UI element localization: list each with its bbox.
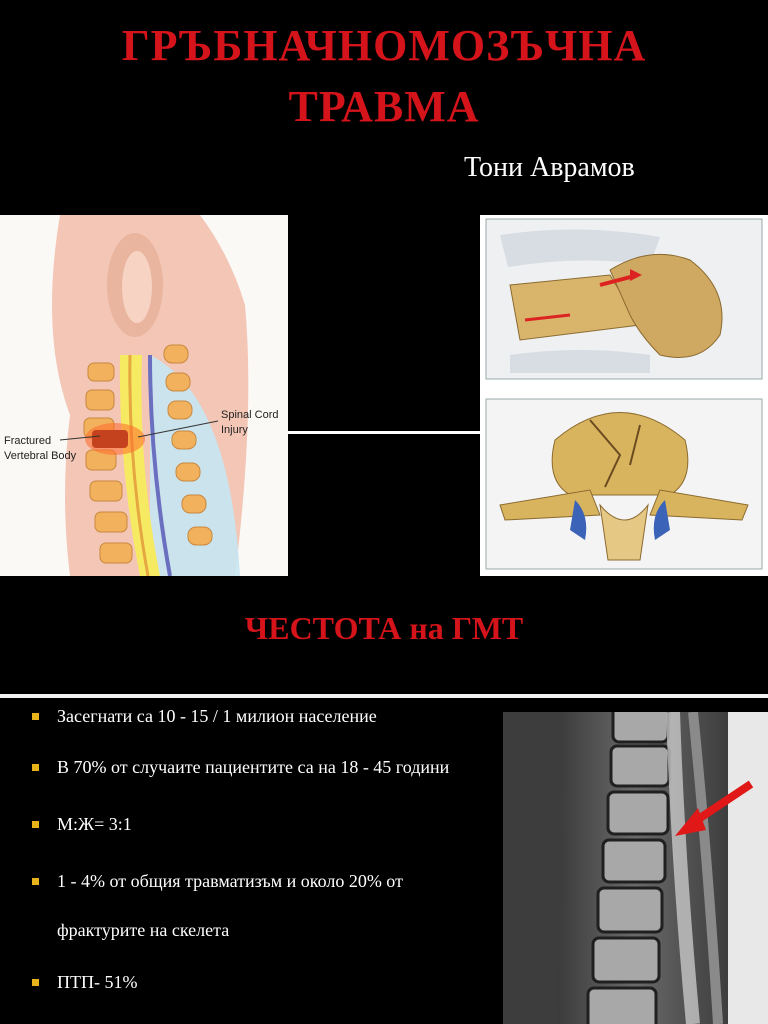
section-title: ЧЕСТОТА на ГМТ [244, 610, 524, 646]
title-line-2: ТРАВМА [288, 82, 480, 131]
title-line-1: ГРЪБНАЧНОМОЗЪЧНА [121, 21, 647, 70]
bullet-marker [32, 878, 39, 885]
bullet-marker [32, 713, 39, 720]
mri-spine-image [503, 712, 768, 1024]
cervical-spine-illustration [0, 215, 288, 576]
bullet-marker [32, 821, 39, 828]
label-injury: Injury [221, 424, 248, 436]
bullet-marker [32, 979, 39, 986]
author-name: Тони Аврамов [464, 152, 635, 183]
connector-line [288, 431, 480, 434]
bullet-marker [32, 764, 39, 771]
vertebra-fracture-illustrations [480, 215, 768, 576]
label-fractured: Fractured [4, 435, 52, 447]
label-vertebral-body: Vertebral Body [4, 450, 77, 462]
section-divider [0, 694, 768, 698]
label-spinal-cord: Spinal Cord [221, 409, 279, 421]
